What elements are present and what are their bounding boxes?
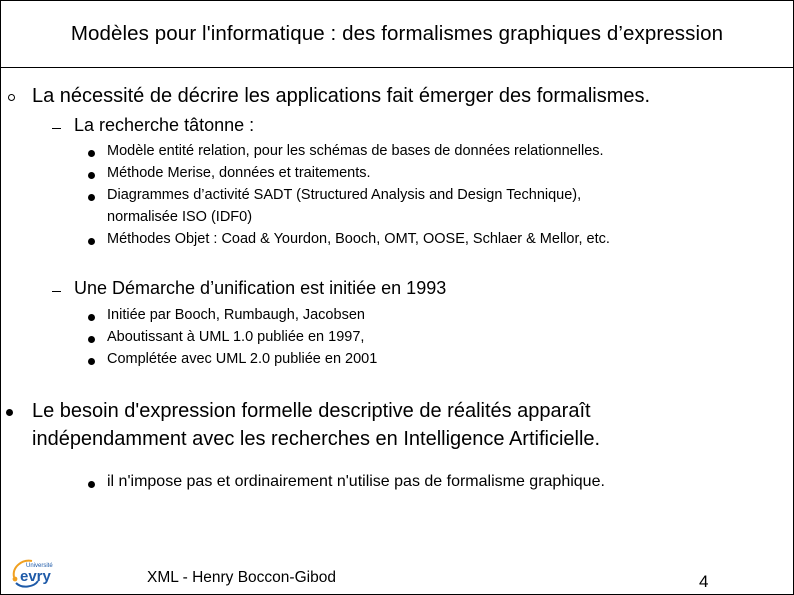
bullet-disc (88, 358, 95, 365)
list-item: Méthode Merise, données et traitements. (107, 165, 371, 181)
list-item: Aboutissant à UML 1.0 publiée en 1997, (107, 329, 365, 345)
bullet-dash (52, 128, 61, 129)
svg-text:evry: evry (20, 568, 51, 585)
list-item: Diagrammes d’activité SADT (Structured Analysis and Design Technique), (107, 187, 582, 203)
slide-title: Modèles pour l'informatique : des formalismes graphiques d’expression (70, 22, 724, 45)
bullet-ring (8, 94, 15, 101)
bullet-disc (88, 194, 95, 201)
list-item: Complétée avec UML 2.0 publiée en 2001 (107, 351, 378, 367)
list-item: Modèle entité relation, pour les schémas de bases de données relationnelles. (107, 143, 604, 159)
list-item-continuation: normalisée ISO (IDF0) (107, 209, 253, 225)
subsection-2-text: Une Démarche d’unification est initiée en 1993 (74, 278, 447, 298)
bullet-disc (6, 409, 13, 416)
footer-text: XML - Henry Boccon-Gibod (147, 569, 336, 586)
list-item: Initiée par Booch, Rumbaugh, Jacobsen (107, 307, 365, 323)
bullet-disc (88, 172, 95, 179)
subsection-1-text: La recherche tâtonne : (74, 115, 255, 135)
list-item: il n'impose pas et ordinairement n'utilise pas de formalisme graphique. (107, 473, 605, 490)
section-1-text: La nécessité de décrire les applications fait émerger des formalismes. (32, 85, 651, 107)
bullet-disc (88, 481, 95, 488)
bullet-disc (88, 314, 95, 321)
svg-text:Université: Université (26, 563, 53, 569)
list-item: Méthodes Objet : Coad & Yourdon, Booch, OMT, OOSE, Schlaer & Mellor, etc. (107, 231, 610, 247)
section-2-text-line-1: Le besoin d'expression formelle descriptive de réalités apparaît (32, 400, 591, 422)
bullet-disc (88, 150, 95, 157)
bullet-dash (52, 291, 61, 292)
bullet-disc (88, 238, 95, 245)
page-number: 4 (699, 572, 709, 591)
university-evry-logo (8, 555, 60, 591)
bullet-disc (88, 336, 95, 343)
title-bar (1, 1, 793, 68)
section-2-text-line-2: indépendamment avec les recherches en Intelligence Artificielle. (32, 428, 601, 450)
